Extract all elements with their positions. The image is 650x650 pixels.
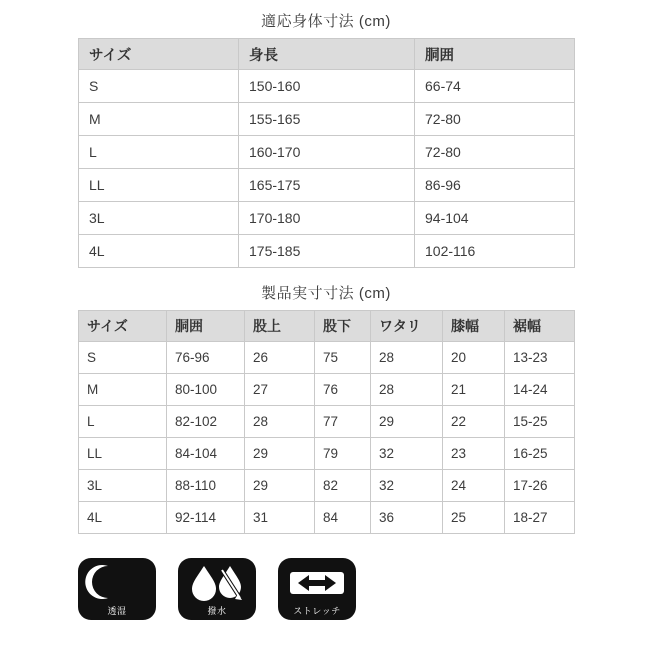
- column-header-waist: 胴囲: [415, 39, 575, 70]
- table-row: [79, 202, 575, 235]
- column-header-rise: 股上: [245, 311, 315, 342]
- cell-size: S: [79, 70, 239, 103]
- cell-waist: 102-116: [415, 235, 575, 268]
- cell-size: LL: [79, 169, 239, 202]
- table-row: [79, 169, 575, 202]
- cell-waist: 72-80: [415, 136, 575, 169]
- icon-badge: [278, 558, 356, 620]
- cell-size: LL: [79, 438, 167, 470]
- table-row: [79, 502, 575, 534]
- cell-knee: 24: [443, 470, 505, 502]
- table-row: [79, 342, 575, 374]
- cell-knee: 23: [443, 438, 505, 470]
- cell-waist: 84-104: [167, 438, 245, 470]
- cell-waist: 72-80: [415, 103, 575, 136]
- table-row: [79, 103, 575, 136]
- cell-size: M: [79, 374, 167, 406]
- cell-size: M: [79, 103, 239, 136]
- cell-rise: 28: [245, 406, 315, 438]
- cell-waist: 76-96: [167, 342, 245, 374]
- feature-icon-label: 撥水: [207, 606, 227, 616]
- table-row: [79, 235, 575, 268]
- feature-icon-stretch: [278, 558, 356, 620]
- cell-rise: 29: [245, 470, 315, 502]
- cell-thigh: 28: [371, 342, 443, 374]
- cell-knee: 22: [443, 406, 505, 438]
- table-header-row: [79, 311, 575, 342]
- icon-badge: [78, 558, 156, 620]
- cell-height: 165-175: [239, 169, 415, 202]
- body-size-table-caption: 適応身体寸法 (cm): [261, 13, 391, 30]
- cell-inseam: 79: [315, 438, 371, 470]
- cell-height: 155-165: [239, 103, 415, 136]
- column-header-size: サイズ: [79, 311, 167, 342]
- cell-rise: 27: [245, 374, 315, 406]
- body-size-table: [78, 38, 575, 268]
- cell-rise: 29: [245, 438, 315, 470]
- cell-waist: 66-74: [415, 70, 575, 103]
- feature-icon-moisture-permeable: [78, 558, 156, 620]
- cell-waist: 86-96: [415, 169, 575, 202]
- cell-thigh: 36: [371, 502, 443, 534]
- cell-inseam: 84: [315, 502, 371, 534]
- table-row: [79, 406, 575, 438]
- cell-height: 160-170: [239, 136, 415, 169]
- table-row: [79, 70, 575, 103]
- column-header-waist: 胴囲: [167, 311, 245, 342]
- body-size-table-block: [78, 10, 574, 268]
- product-measurement-table-caption: 製品実寸寸法 (cm): [261, 285, 391, 302]
- table-row: [79, 136, 575, 169]
- cell-rise: 31: [245, 502, 315, 534]
- cell-size: 4L: [79, 502, 167, 534]
- cell-height: 170-180: [239, 202, 415, 235]
- cell-knee: 21: [443, 374, 505, 406]
- feature-icon-label: 透湿: [107, 606, 127, 616]
- cell-height: 150-160: [239, 70, 415, 103]
- cell-hem: 16-25: [505, 438, 575, 470]
- cell-inseam: 76: [315, 374, 371, 406]
- cell-inseam: 82: [315, 470, 371, 502]
- table-header-row: [79, 39, 575, 70]
- cell-waist: 94-104: [415, 202, 575, 235]
- cell-waist: 88-110: [167, 470, 245, 502]
- cell-rise: 26: [245, 342, 315, 374]
- cell-thigh: 28: [371, 374, 443, 406]
- cell-knee: 20: [443, 342, 505, 374]
- cell-thigh: 29: [371, 406, 443, 438]
- cell-hem: 15-25: [505, 406, 575, 438]
- cell-inseam: 75: [315, 342, 371, 374]
- cell-size: 4L: [79, 235, 239, 268]
- column-header-hem: 裾幅: [505, 311, 575, 342]
- column-header-knee: 膝幅: [443, 311, 505, 342]
- icon-badge: [178, 558, 256, 620]
- cell-inseam: 77: [315, 406, 371, 438]
- column-header-thigh: ワタリ: [371, 311, 443, 342]
- product-measurement-table-block: [78, 282, 574, 534]
- table-row: [79, 374, 575, 406]
- cell-thigh: 32: [371, 470, 443, 502]
- feature-icon-water-repellent: [178, 558, 256, 620]
- cell-hem: 18-27: [505, 502, 575, 534]
- cell-waist: 92-114: [167, 502, 245, 534]
- cell-hem: 14-24: [505, 374, 575, 406]
- cell-height: 175-185: [239, 235, 415, 268]
- cell-size: S: [79, 342, 167, 374]
- table-row: [79, 438, 575, 470]
- column-header-height: 身長: [239, 39, 415, 70]
- feature-icons-row: [78, 558, 574, 620]
- cell-size: 3L: [79, 470, 167, 502]
- cell-hem: 13-23: [505, 342, 575, 374]
- cell-hem: 17-26: [505, 470, 575, 502]
- cell-knee: 25: [443, 502, 505, 534]
- feature-icon-label: ストレッチ: [293, 606, 341, 616]
- cell-size: L: [79, 406, 167, 438]
- product-measurement-table: [78, 310, 575, 534]
- column-header-size: サイズ: [79, 39, 239, 70]
- cell-thigh: 32: [371, 438, 443, 470]
- cell-size: 3L: [79, 202, 239, 235]
- cell-waist: 80-100: [167, 374, 245, 406]
- column-header-inseam: 股下: [315, 311, 371, 342]
- cell-size: L: [79, 136, 239, 169]
- table-row: [79, 470, 575, 502]
- cell-waist: 82-102: [167, 406, 245, 438]
